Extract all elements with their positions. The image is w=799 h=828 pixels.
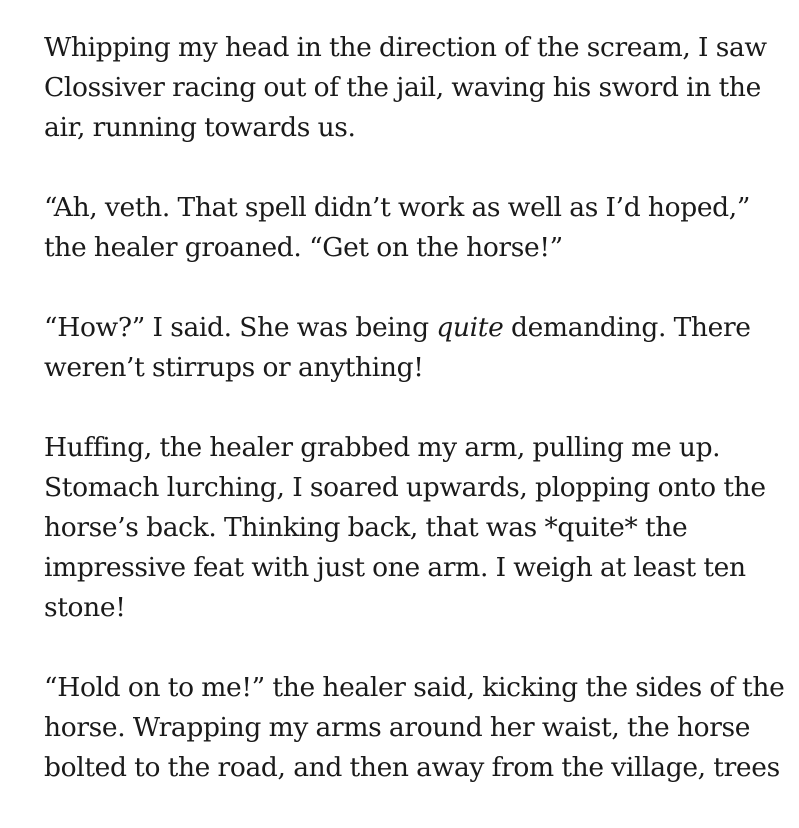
- paragraph-2: [44, 188, 774, 268]
- text-line: Huffing, the healer grabbed my arm, pulling me up.: [44, 432, 721, 463]
- text-line: horse. Wrapping my arms around her waist, the horse: [44, 712, 751, 743]
- paragraph-3: [44, 308, 774, 388]
- text-line: horse’s back. Thinking back, that was *quite* the: [44, 512, 688, 543]
- text-line: stone!: [44, 592, 126, 623]
- text-line: [44, 308, 774, 348]
- text-line: Stomach lurching, I soared upwards, plopping onto the: [44, 472, 766, 503]
- text-run: “How?” I said. She was being: [44, 312, 437, 343]
- text-line: the healer groaned. “Get on the horse!”: [44, 232, 563, 263]
- text-line: “Ah, veth. That spell didn’t work as well as I’d hoped,”: [44, 192, 751, 223]
- text-line: bolted to the road, and then away from the village, trees: [44, 752, 780, 783]
- text-line: Whipping my head in the direction of the scream, I saw: [44, 32, 767, 63]
- text-line: air, running towards us.: [44, 112, 356, 143]
- text-line: weren’t stirrups or anything!: [44, 352, 424, 383]
- paragraph-1: [44, 28, 774, 148]
- paragraph-5: [44, 668, 785, 788]
- text-run: demanding. There: [503, 312, 751, 343]
- paragraph-4: [44, 428, 774, 628]
- text-line: impressive feat with just one arm. I weigh at least ten: [44, 552, 746, 583]
- story-text: [44, 28, 785, 828]
- text-line: “Hold on to me!” the healer said, kicking the sides of the: [44, 672, 785, 703]
- emphasis-text: quite: [436, 312, 504, 343]
- text-line: Clossiver racing out of the jail, waving his sword in the: [44, 72, 761, 103]
